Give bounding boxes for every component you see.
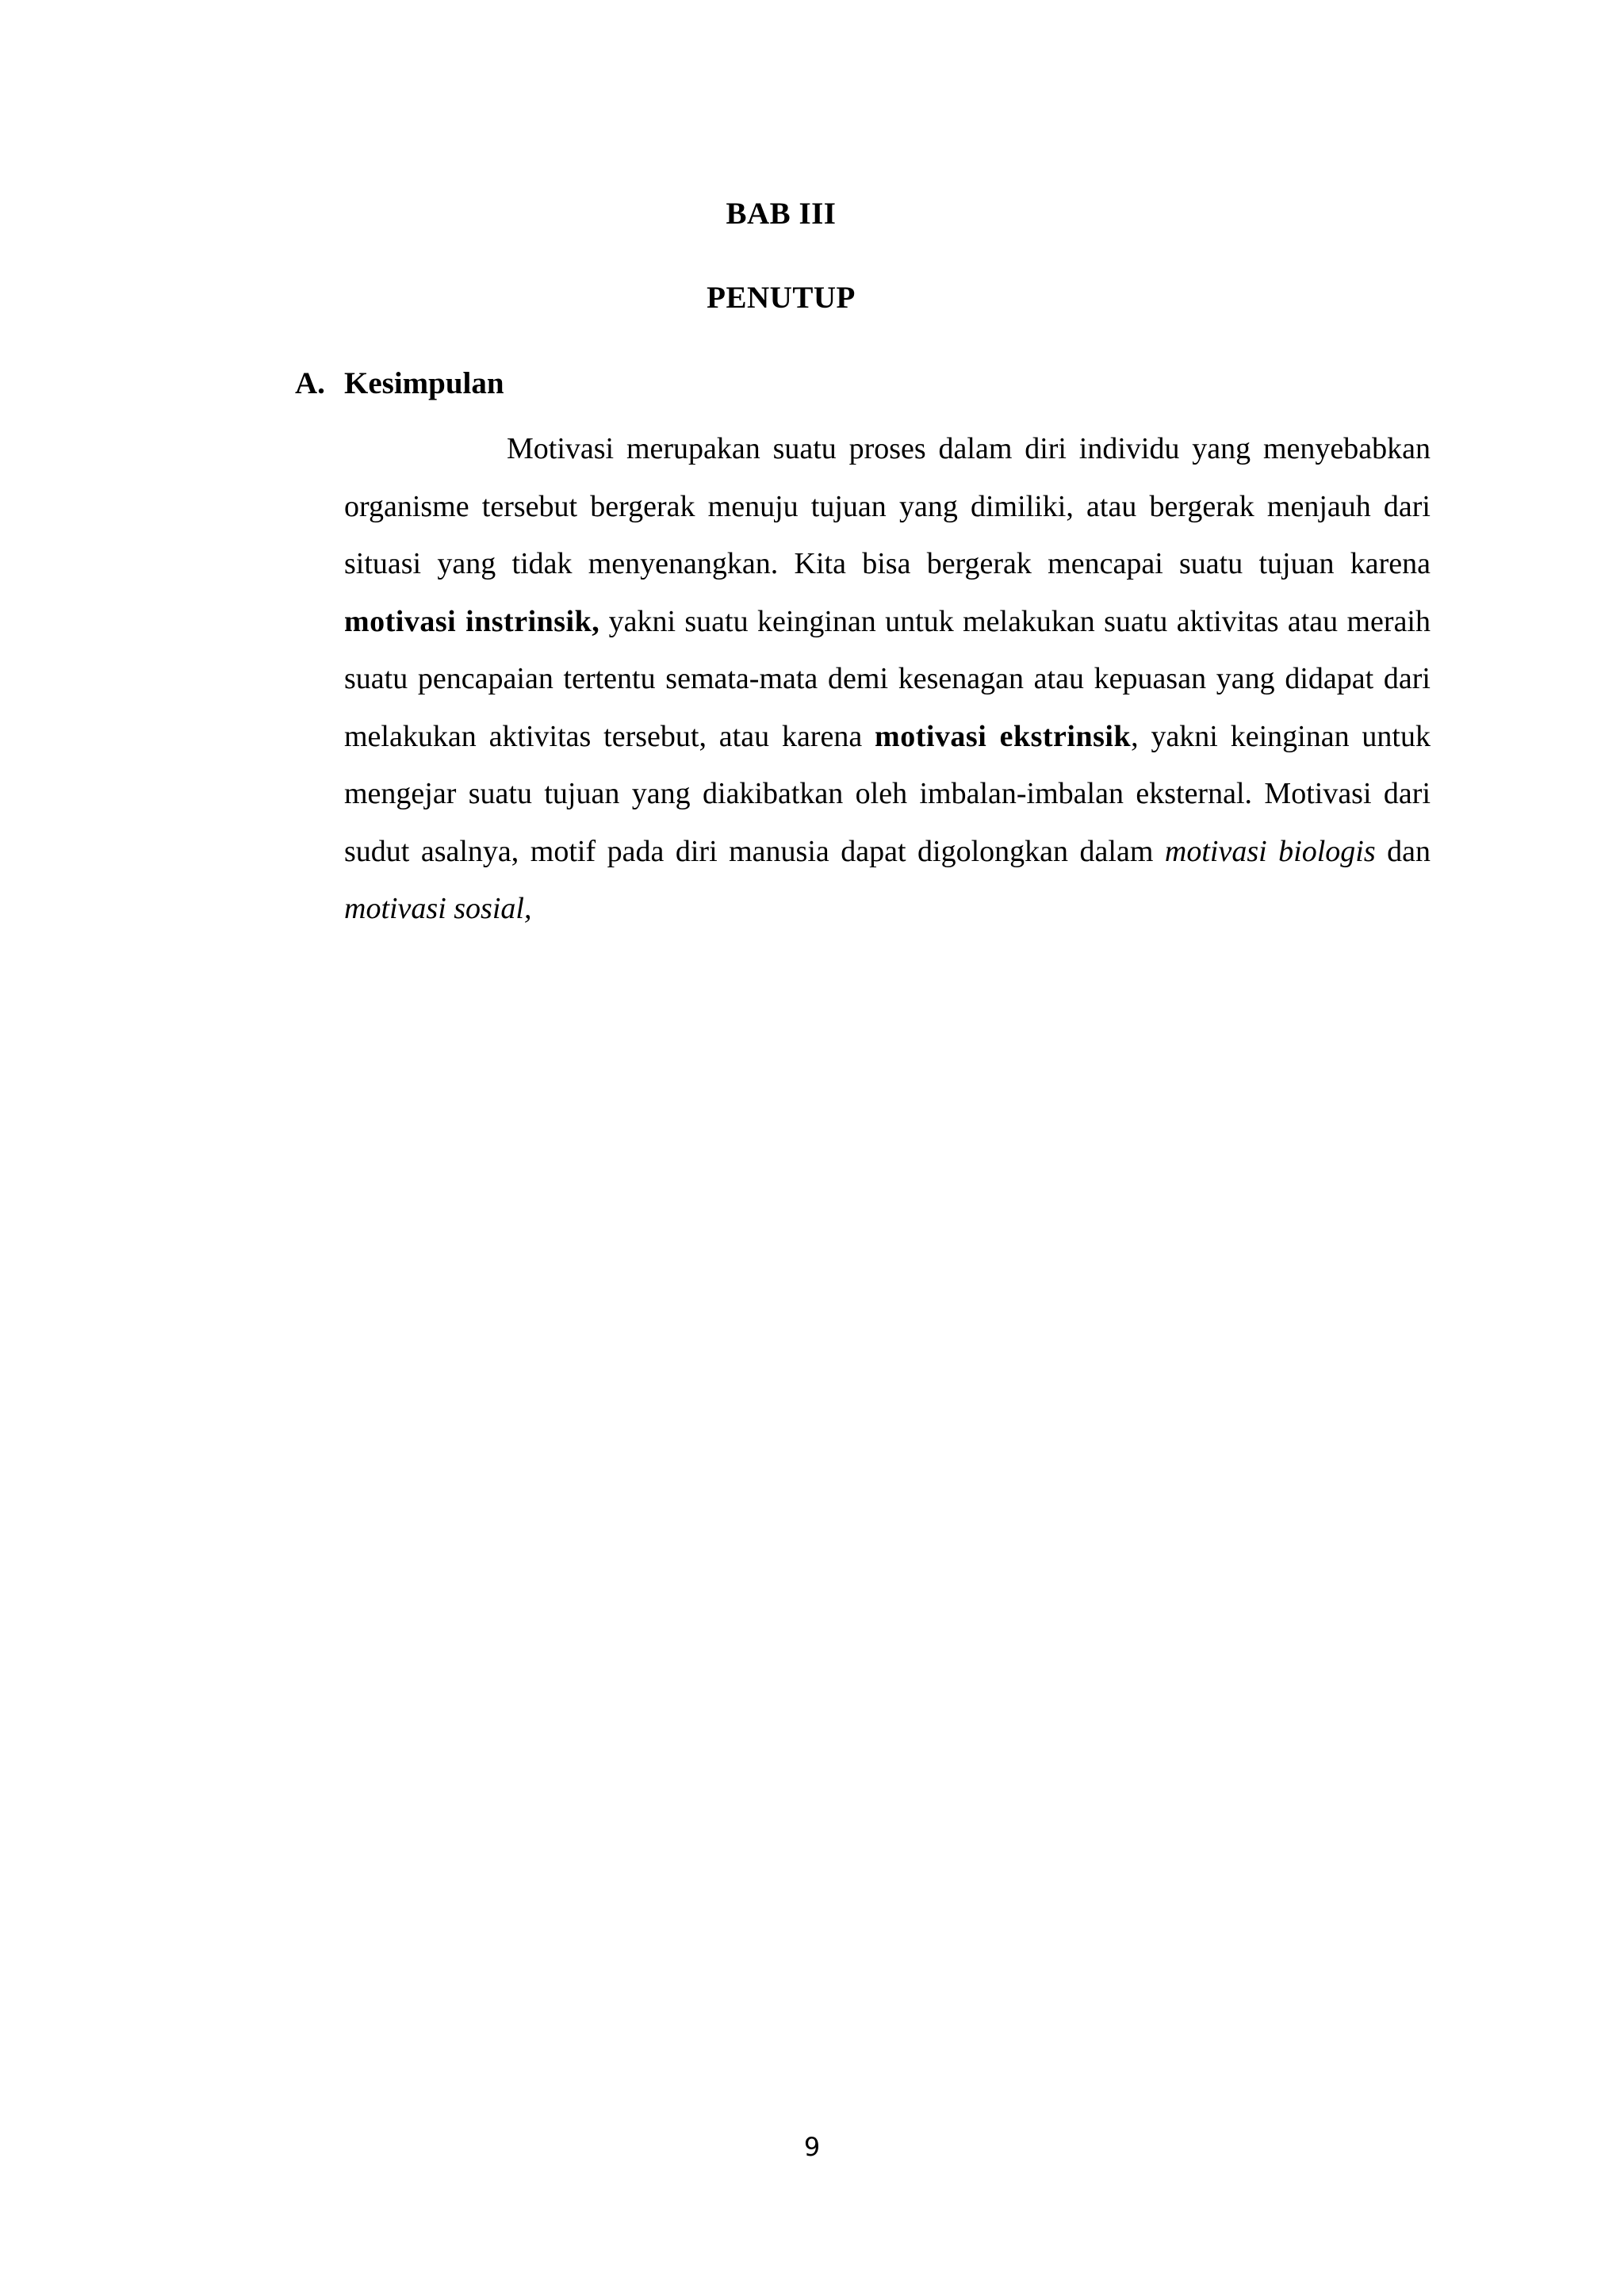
term-motivasi-biologis: motivasi biologis [1164,834,1376,868]
paragraph-text-3: , yakni keinginan untuk mengejar suatu tujuan yang diakibatkan oleh imbalan-imbalan eksternal. Motivasi dari sudut asalnya, motif pada diri manusia dapat digolongkan dalam [344,719,1431,868]
paragraph-text-1: Motivasi merupakan suatu proses dalam diri individu yang menyebabkan organisme tersebut bergerak menuju tujuan yang dimiliki, atau bergerak menjauh dari situasi yang tidak menyenangkan. Kita bisa bergerak mencapai suatu tujuan karena [344,432,1431,580]
paragraph-text-4: dan [1375,834,1431,868]
section-title: Kesimpulan [344,366,504,400]
section-heading [295,365,504,403]
section-marker: A. [295,366,325,400]
term-motivasi-ekstrinsik: motivasi ekstrinsik [875,719,1132,753]
chapter-title: PENUTUP [707,281,856,315]
chapter-heading: BAB III [726,197,837,231]
paragraph-text-2: yakni suatu keinginan untuk melakukan suatu aktivitas atau meraih suatu pencapaian tertentu semata-mata demi kesenagan atau kepuasan yang didapat dari melakukan aktivitas tersebut, atau karena [344,604,1431,753]
term-motivasi-sosial: motivasi sosial, [344,892,532,925]
term-motivasi-instrinsik: motivasi instrinsik, [344,604,600,638]
page-number: 9 [803,2132,821,2162]
conclusion-paragraph [344,420,1431,938]
